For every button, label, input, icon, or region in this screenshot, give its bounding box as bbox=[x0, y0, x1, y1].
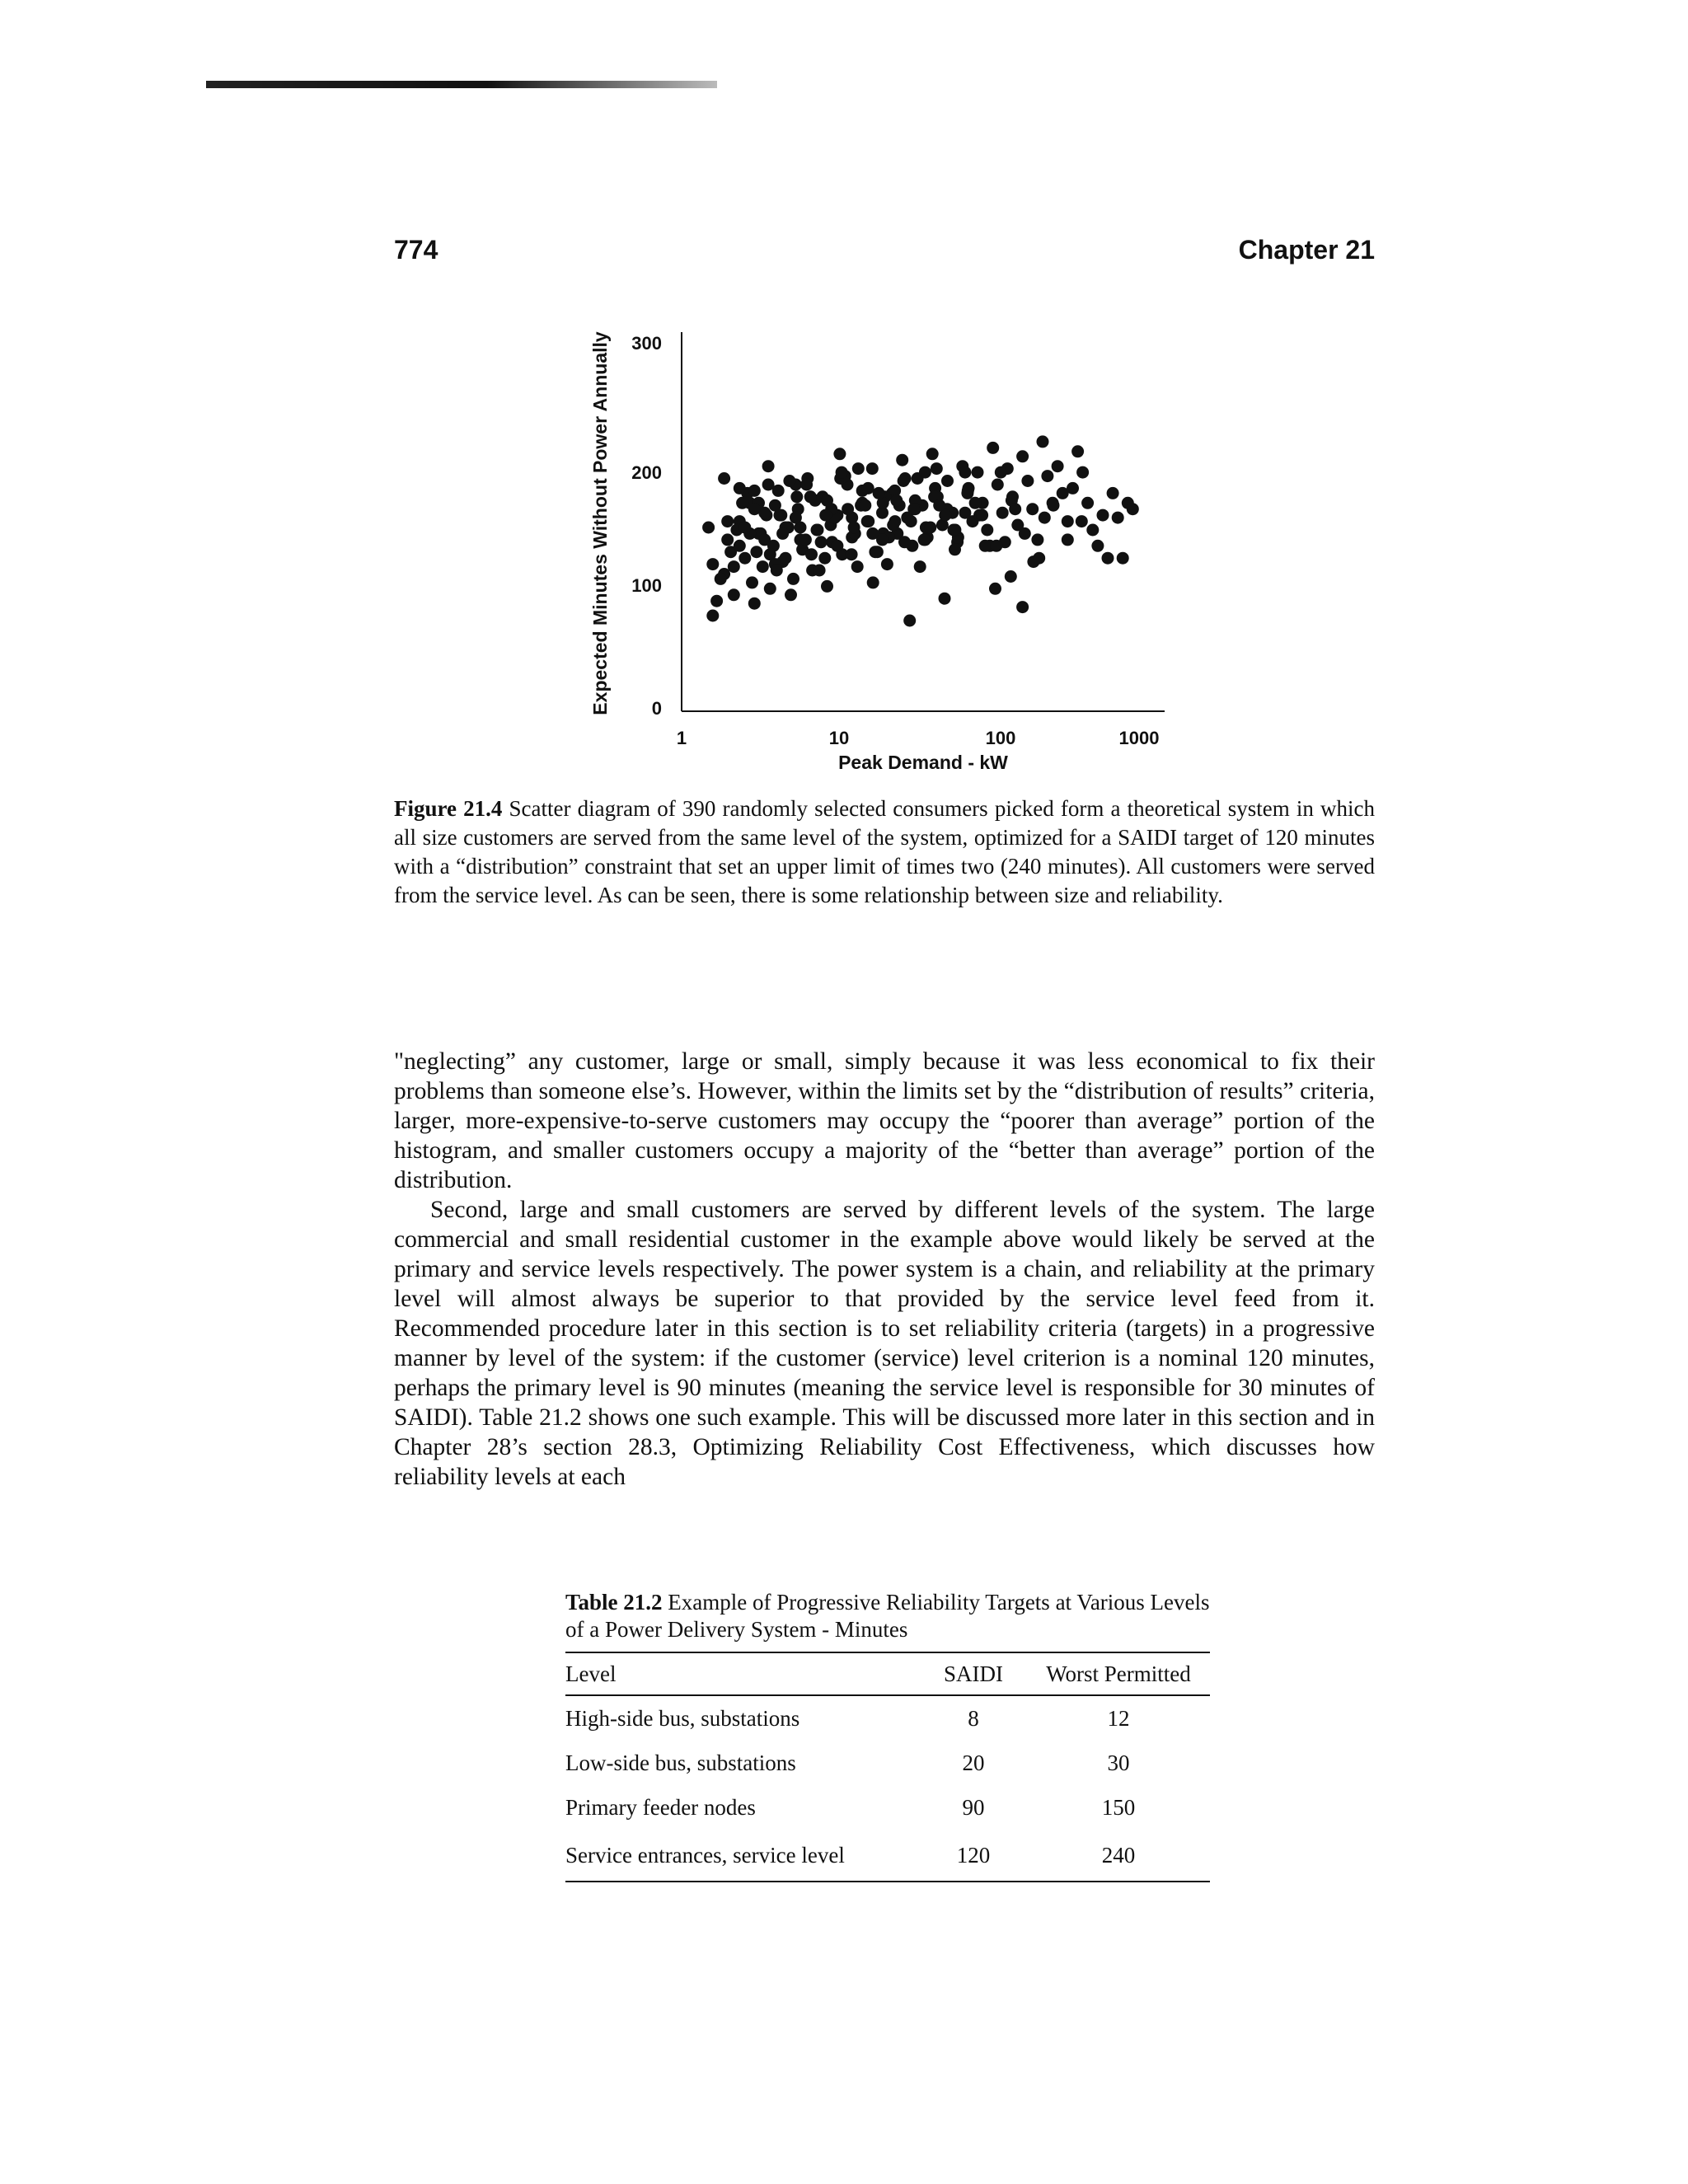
data-point bbox=[1076, 515, 1088, 527]
header-level: Level bbox=[565, 1661, 617, 1686]
data-point bbox=[748, 598, 761, 610]
cell-level: Primary feeder nodes bbox=[565, 1794, 756, 1820]
data-point bbox=[1037, 435, 1049, 448]
data-point bbox=[876, 533, 889, 546]
cell-worst: 150 bbox=[1101, 1794, 1136, 1820]
cell-level: Service entrances, service level bbox=[565, 1842, 845, 1868]
data-point bbox=[1039, 512, 1051, 524]
data-point bbox=[1016, 601, 1029, 613]
y-tick-label: 200 bbox=[631, 462, 662, 483]
data-point bbox=[762, 460, 775, 472]
header-worst-permitted: Worst Permitted bbox=[1046, 1661, 1191, 1686]
data-point bbox=[800, 479, 813, 491]
data-point bbox=[762, 479, 775, 491]
data-point bbox=[728, 588, 740, 601]
y-tick-label: 300 bbox=[631, 333, 662, 354]
data-point bbox=[746, 576, 758, 588]
data-point bbox=[706, 558, 719, 570]
data-point bbox=[976, 509, 988, 522]
body-text bbox=[394, 1047, 1375, 1492]
data-point bbox=[1062, 515, 1074, 527]
page-number: 774 bbox=[394, 235, 438, 265]
data-point bbox=[833, 448, 846, 460]
data-point bbox=[702, 522, 715, 534]
scan-artifact-bar bbox=[206, 81, 717, 88]
data-point bbox=[821, 494, 833, 507]
data-point bbox=[948, 524, 960, 537]
data-point bbox=[728, 560, 740, 573]
data-point bbox=[1097, 509, 1109, 522]
data-point bbox=[898, 536, 911, 548]
data-point bbox=[734, 540, 746, 552]
data-point bbox=[992, 479, 1004, 491]
data-point bbox=[924, 522, 936, 534]
data-point bbox=[1005, 570, 1017, 583]
data-point bbox=[898, 475, 910, 487]
data-point bbox=[1102, 552, 1114, 565]
data-point bbox=[804, 490, 817, 503]
data-point bbox=[842, 503, 854, 515]
data-point bbox=[979, 540, 992, 552]
data-point bbox=[1117, 552, 1129, 565]
data-point bbox=[738, 552, 751, 565]
x-tick-label: 100 bbox=[985, 728, 1016, 748]
reliability-targets-table bbox=[565, 1652, 1210, 1882]
data-point bbox=[814, 565, 826, 577]
data-point bbox=[919, 466, 931, 479]
data-point bbox=[959, 507, 971, 519]
data-point bbox=[799, 533, 812, 546]
table-caption-text: Example of Progressive Reliability Targets at Various Levels of a Power Delivery System - Minutes bbox=[565, 1590, 1210, 1642]
y-tick-label: 100 bbox=[631, 575, 662, 596]
data-point bbox=[1107, 487, 1119, 499]
data-point bbox=[785, 588, 797, 601]
data-point bbox=[831, 540, 843, 552]
data-point bbox=[862, 482, 874, 494]
cell-worst: 240 bbox=[1101, 1842, 1136, 1868]
data-point bbox=[873, 487, 885, 499]
data-point bbox=[1041, 470, 1053, 482]
table-row bbox=[565, 1741, 1210, 1785]
table-row bbox=[565, 1695, 1210, 1741]
data-point bbox=[1019, 527, 1031, 540]
data-point bbox=[771, 565, 783, 577]
data-point bbox=[866, 462, 879, 475]
reliability-targets-table-block bbox=[565, 1589, 1210, 1882]
data-point bbox=[758, 533, 771, 546]
cell-level: High-side bus, substations bbox=[565, 1705, 800, 1731]
figure-caption-label: Figure 21.4 bbox=[394, 796, 503, 821]
data-point bbox=[818, 552, 831, 565]
data-point bbox=[783, 475, 795, 487]
data-point bbox=[848, 522, 860, 534]
data-point bbox=[862, 515, 874, 527]
table-row bbox=[565, 1830, 1210, 1882]
data-point bbox=[907, 503, 920, 515]
data-point bbox=[738, 522, 751, 534]
data-point bbox=[769, 499, 781, 512]
data-point bbox=[990, 540, 1002, 552]
cell-saidi: 8 bbox=[968, 1705, 979, 1731]
data-point bbox=[903, 615, 916, 627]
data-point bbox=[780, 552, 792, 565]
data-point bbox=[1009, 503, 1021, 515]
data-point bbox=[1031, 533, 1043, 546]
data-point bbox=[996, 507, 1009, 519]
data-point bbox=[1081, 497, 1094, 509]
data-point bbox=[1071, 445, 1084, 457]
data-point bbox=[881, 558, 893, 570]
data-point bbox=[989, 583, 1001, 595]
data-point bbox=[750, 546, 762, 558]
table-row bbox=[565, 1785, 1210, 1830]
data-point bbox=[852, 462, 865, 475]
data-point bbox=[846, 548, 858, 560]
data-point bbox=[790, 490, 803, 503]
cell-level: Low-side bus, substations bbox=[565, 1750, 796, 1775]
data-point bbox=[715, 573, 727, 585]
data-point bbox=[836, 466, 848, 479]
data-point bbox=[851, 560, 864, 573]
data-point bbox=[1016, 450, 1029, 462]
cell-saidi: 120 bbox=[956, 1842, 991, 1868]
data-point bbox=[939, 593, 951, 605]
data-point bbox=[981, 524, 993, 537]
data-point bbox=[718, 472, 730, 485]
table-header-row bbox=[565, 1652, 1210, 1695]
data-point bbox=[721, 533, 734, 546]
page-header bbox=[394, 235, 1375, 276]
data-point bbox=[1127, 503, 1139, 515]
table-caption bbox=[565, 1589, 1210, 1643]
data-point bbox=[721, 515, 734, 527]
data-point bbox=[790, 512, 802, 524]
data-point bbox=[914, 560, 926, 573]
x-tick-label: 10 bbox=[828, 728, 850, 748]
data-point bbox=[867, 576, 879, 588]
data-point bbox=[748, 503, 761, 515]
cell-worst: 12 bbox=[1107, 1705, 1130, 1731]
data-point bbox=[1062, 533, 1074, 546]
data-point bbox=[959, 466, 971, 479]
figure-caption bbox=[394, 794, 1375, 910]
table-caption-label: Table 21.2 bbox=[565, 1590, 663, 1615]
data-point bbox=[706, 610, 719, 622]
data-point bbox=[1067, 482, 1079, 494]
data-point bbox=[805, 548, 818, 560]
data-point bbox=[869, 546, 881, 558]
data-point bbox=[949, 543, 961, 555]
data-point bbox=[887, 519, 899, 532]
data-point bbox=[931, 462, 943, 475]
data-points bbox=[702, 435, 1139, 626]
data-point bbox=[926, 448, 939, 460]
data-point bbox=[1112, 512, 1124, 524]
data-point bbox=[821, 580, 833, 593]
data-point bbox=[819, 509, 832, 522]
data-point bbox=[933, 499, 945, 512]
data-point bbox=[787, 573, 799, 585]
data-point bbox=[896, 454, 908, 466]
data-point bbox=[764, 583, 776, 595]
cell-saidi: 90 bbox=[962, 1794, 985, 1820]
data-point bbox=[1052, 460, 1064, 472]
data-point bbox=[995, 466, 1007, 479]
data-point bbox=[859, 499, 871, 512]
scatter-chart bbox=[577, 317, 1187, 779]
data-point bbox=[962, 485, 974, 497]
data-point bbox=[748, 485, 761, 497]
y-axis-title: Expected Minutes Without Power Annually bbox=[589, 331, 611, 715]
x-tick-labels bbox=[677, 728, 1160, 748]
data-point bbox=[969, 497, 982, 509]
data-point bbox=[1048, 499, 1060, 512]
data-point bbox=[757, 560, 769, 573]
data-point bbox=[815, 536, 828, 548]
data-point bbox=[972, 466, 984, 479]
data-point bbox=[941, 475, 954, 487]
x-axis-title: Peak Demand - kW bbox=[838, 752, 1008, 773]
data-point bbox=[890, 494, 903, 507]
cell-worst: 30 bbox=[1107, 1750, 1130, 1775]
data-point bbox=[1086, 524, 1099, 537]
data-point bbox=[905, 515, 917, 527]
data-point bbox=[1026, 503, 1039, 515]
data-point bbox=[1091, 540, 1104, 552]
y-tick-label: 0 bbox=[651, 698, 662, 719]
chapter-label: Chapter 21 bbox=[1238, 235, 1375, 265]
paragraph: Second, large and small customers are served by different levels of the system. The large commercial and small residential customer in the example above would likely be served at the primary and service levels respectively. The power system is a chain, and reliability at the primary level will almost always be superior to that provided by the service level feed from it. Recommended procedure later in this section is to set reliability criteria (targets) in a progressive manner by level of the system: if the customer (service) level criterion is a nominal 120 minutes, perhaps the primary level is 90 minutes (meaning the service level is responsible for 30 minutes of SAIDI). Table 21.2 shows one such example. This will be discussed more later in this section and in Chapter 28’s section 28.3, Optimizing Reliability Cost Effectiveness, which discusses how reliability levels at each bbox=[394, 1197, 1375, 1490]
data-point bbox=[1033, 552, 1045, 565]
cell-saidi: 20 bbox=[962, 1750, 985, 1775]
data-point bbox=[1076, 466, 1089, 479]
data-point bbox=[710, 595, 723, 607]
header-saidi: SAIDI bbox=[944, 1661, 1003, 1686]
data-point bbox=[811, 524, 823, 537]
y-tick-labels bbox=[631, 333, 662, 719]
paragraph: "neglecting” any customer, large or small, simply because it was less economical to fix their problems than someone else’s. However, within the limits set by the “distribution of results” criteria, larger, more-expensive-to-serve customers may occupy the “poorer than average” portion of the histogram, and smaller customers occupy a majority of the “better than average” portion of the distribution. bbox=[394, 1048, 1375, 1193]
data-point bbox=[776, 527, 789, 540]
x-tick-label: 1000 bbox=[1118, 728, 1160, 748]
x-tick-label: 1 bbox=[676, 728, 687, 748]
data-point bbox=[918, 533, 931, 546]
chart-axes bbox=[682, 332, 1165, 711]
data-point bbox=[764, 548, 776, 560]
figure-caption-text: Scatter diagram of 390 randomly selected consumers picked form a theoretical system in which all size customers are served from the same level of the system, optimized for a SAIDI target of 120 minutes with a “distribution” constraint that set an upper limit of times two (240 minutes). All customers were served from the service level. As can be seen, there is some relationship between size and reliability. bbox=[394, 796, 1376, 907]
data-point bbox=[987, 442, 999, 454]
data-point bbox=[734, 482, 746, 494]
data-point bbox=[1021, 475, 1034, 487]
